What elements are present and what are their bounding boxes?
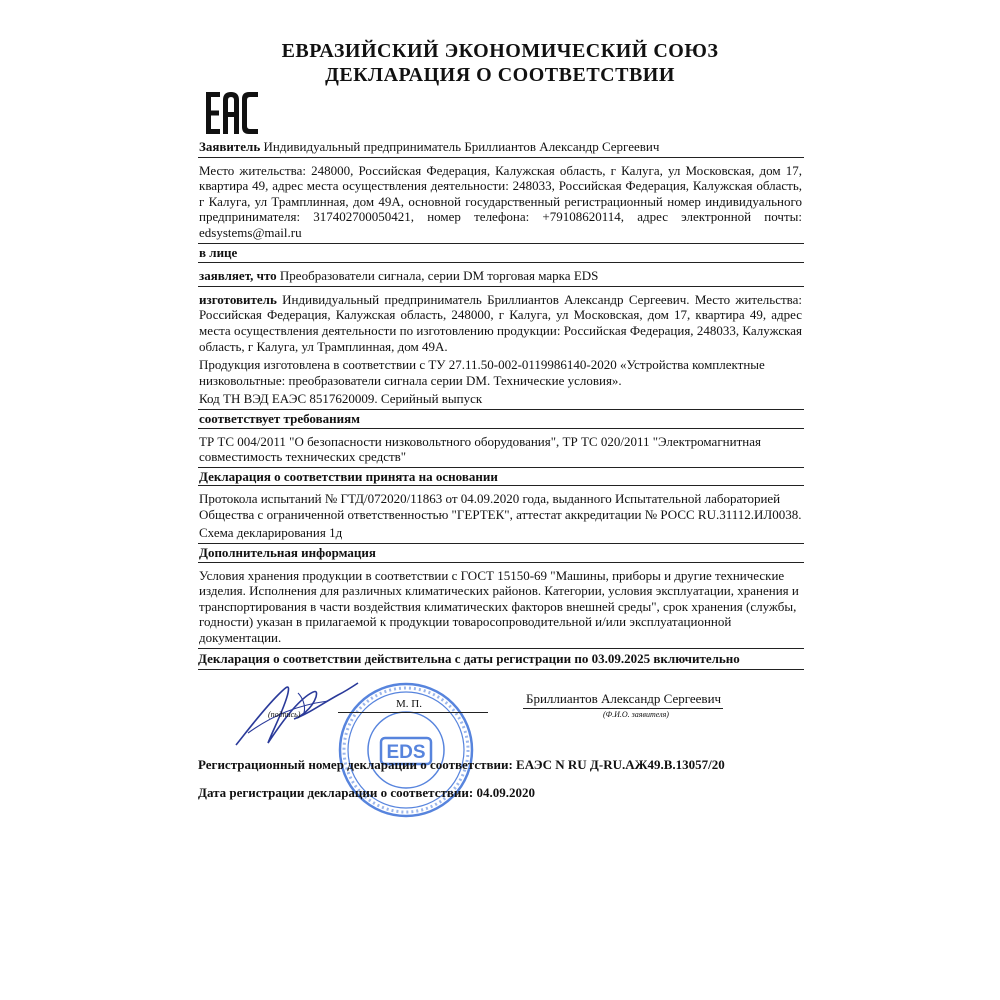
declaration-scheme: Схема декларирования 1д: [198, 524, 804, 544]
in-person-label: в лице: [199, 244, 238, 260]
eac-mark-icon: [205, 90, 259, 136]
manufacturer-text: Индивидуальный предприниматель Бриллиантов Александр Сергеевич. Место жительства: Российская Федерация, Калужская область, 248000, г Калуга, ул Московская, дом 17, квартира 49, адрес места осуществления деятельности по изготовлению продукции: Российская Федерация, 248033, Калужская область, г Калуга, ул Трамплинная, дом 49А.: [199, 291, 802, 354]
declaration-title: ДЕКЛАРАЦИЯ О СООТВЕТСТВИИ: [325, 64, 675, 86]
tn-ved-code: Код ТН ВЭД ЕАЭС 8517620009. Серийный выпуск: [198, 390, 804, 410]
product-name: Преобразователи сигнала, серии DM торговая марка EDS: [276, 268, 599, 284]
in-person-row: [198, 244, 804, 264]
signer-line: [523, 708, 723, 709]
registration-date: Дата регистрации декларации о соответствии: 04.09.2020: [198, 785, 535, 800]
requirements-text: ТР ТС 004/2011 "О безопасности низковольтного оборудования", ТР ТС 020/2011 "Электромагнитная совместимость технических средств": [198, 433, 804, 468]
additional-label: Дополнительная информация: [198, 544, 804, 563]
applicant-row: [198, 138, 804, 158]
declares-row: [198, 267, 804, 287]
union-title: ЕВРАЗИЙСКИЙ ЭКОНОМИЧЕСКИЙ СОЮЗ: [281, 40, 719, 62]
signer-name: Бриллиантов Александр Сергеевич: [526, 691, 722, 706]
signature-label: (подпись): [268, 710, 301, 719]
produced-according: Продукция изготовлена в соответствии с ТУ 27.11.50-002-0119986140-2020 «Устройства комплектные низковольтные: преобразователи сигнала серии DM. Технические условия».: [199, 357, 765, 388]
applicant-name: Индивидуальный предприниматель Бриллиантов Александр Сергеевич: [260, 139, 660, 154]
basis-label: Декларация о соответствии принята на основании: [198, 468, 804, 487]
declares-label: заявляет, что: [199, 268, 277, 284]
manufacturer-label: изготовитель: [199, 291, 277, 307]
basis-text: Протокола испытаний № ГТД/072020/11863 от 04.09.2020 года, выданного Испытательной лабораторией Общества с ограниченной ответственностью "ГЕРТЕК", аттестат аккредитации № РОСС RU.31112.ИЛ0038.: [199, 491, 802, 522]
registration-number: Регистрационный номер декларации о соответствии: ЕАЭС N RU Д-RU.АЖ49.В.13057/20: [198, 757, 725, 772]
applicant-address: Место жительства: 248000, Российская Федерация, Калужская область, г Калуга, ул Московская, дом 17, квартира 49, адрес места осуществления деятельности: 248033, Российская Федерация, Калужская область, г Калуга, ул Трамплинная, дом 49А, основной государственный регистрационный номер индивидуального предпринимателя: 317402700050421, номер телефона: +79108620114, адрес электронной почты: edsystems@mail.ru: [198, 162, 804, 244]
signature-block: [198, 660, 804, 840]
validity-statement: Декларация о соответствии действительна с даты регистрации по 03.09.2025 включительно: [198, 649, 804, 670]
stamp-line: [338, 712, 488, 713]
manufacturer-row: [198, 291, 804, 356]
declaration-body: [198, 138, 804, 670]
applicant-label: Заявитель: [199, 139, 261, 154]
additional-text: Условия хранения продукции в соответствии с ГОСТ 15150-69 "Машины, приборы и другие технические изделия. Исполнения для различных климатических районов. Категории, условия эксплуатации, хранения и транспортирования в части воздействия климатических факторов внешней среды", срок хранения (службы, годности) указан в прилагаемой к продукции товаросопроводительной и/или эксплуатационной документации.: [198, 567, 804, 649]
stamp-place-label: М. П.: [396, 698, 422, 710]
fio-label: (Ф.И.О. заявителя): [603, 710, 669, 719]
requirements-label: соответствует требованиям: [198, 410, 804, 429]
svg-text:EDS: EDS: [386, 742, 426, 763]
